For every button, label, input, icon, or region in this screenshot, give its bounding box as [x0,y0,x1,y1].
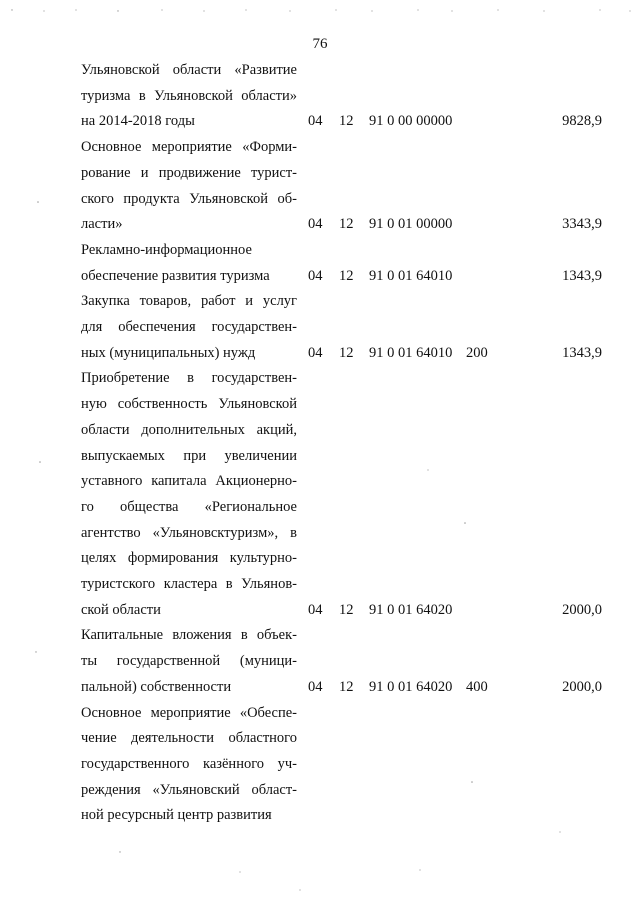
table-row [0,701,640,830]
row-description [81,366,297,623]
description-line: пальной) собственности [81,678,232,695]
description-line: целях формирования культурно- [81,550,297,567]
description-line: государственного казённого уч- [81,755,297,772]
description-line: реждения «Ульяновский област- [81,781,297,798]
description-line: го общества «Региональное [81,498,297,515]
description-line: ской области [81,601,161,618]
section-code: 04 [308,678,323,695]
description-line: агентство «Ульяновсктуризм», в [81,524,297,541]
description-line: туризма в Ульяновской области» [81,87,297,104]
description-line: Капитальные вложения в объек- [81,627,297,644]
subsection-code: 12 [339,344,354,361]
table-row [0,289,640,366]
table-row [0,366,640,623]
subsection-code: 12 [339,678,354,695]
section-code: 04 [308,113,323,130]
description-line: Основное мероприятие «Форми- [81,139,297,156]
description-line: на 2014-2018 годы [81,113,195,130]
page-number: 76 [312,36,328,52]
subsection-code: 12 [339,267,354,284]
table-row [0,623,640,700]
description-line: ную собственность Ульяновской [81,396,297,413]
row-description [81,289,297,366]
amount: 1343,9 [562,267,602,284]
description-line: Основное мероприятие «Обеспе- [81,704,297,721]
description-line: Приобретение в государствен- [81,370,297,387]
description-line: ласти» [81,216,123,233]
row-description [81,701,297,830]
row-description [81,135,297,238]
description-line: Ульяновской области «Развитие [81,62,297,78]
budget-table [0,58,640,829]
description-line: для обеспечения государствен- [81,319,297,336]
description-line: Рекламно-информационное [81,241,252,258]
amount: 2000,0 [562,601,602,618]
description-line: области дополнительных акций, [81,421,297,438]
description-line: выпускаемых при увеличении [81,447,297,464]
section-code: 04 [308,267,323,284]
description-line: обеспечение развития туризма [81,267,270,284]
amount: 1343,9 [562,344,602,361]
table-row [0,135,640,238]
target-item-code: 91 0 01 64020 [369,601,453,618]
subsection-code: 12 [339,113,354,130]
description-line: ты государственной (муници- [81,653,297,670]
description-line: рование и продвижение турист- [81,164,297,181]
target-item-code: 91 0 01 64020 [369,678,453,695]
section-code: 04 [308,216,323,233]
table-row [0,238,640,289]
target-item-code: 91 0 00 00000 [369,113,453,130]
subsection-code: 12 [339,216,354,233]
row-description [81,623,297,700]
amount: 9828,9 [562,113,602,130]
description-line: ных (муниципальных) нужд [81,344,256,361]
description-line: чение деятельности областного [81,730,297,747]
amount: 3343,9 [562,216,602,233]
row-description [81,238,297,289]
description-line: ского продукта Ульяновской об- [81,190,297,207]
section-code: 04 [308,601,323,618]
target-item-code: 91 0 01 64010 [369,267,453,284]
description-line: уставного капитала Акционерно- [81,473,297,490]
description-line: туристского кластера в Ульянов- [81,576,297,593]
description-line: ной ресурсный центр развития [81,807,272,824]
expense-type-code: 200 [466,344,488,361]
row-description [81,58,297,135]
target-item-code: 91 0 01 00000 [369,216,453,233]
description-line: Закупка товаров, работ и услуг [81,293,297,310]
target-item-code: 91 0 01 64010 [369,344,453,361]
table-row [0,58,640,135]
section-code: 04 [308,344,323,361]
subsection-code: 12 [339,601,354,618]
amount: 2000,0 [562,678,602,695]
expense-type-code: 400 [466,678,488,695]
